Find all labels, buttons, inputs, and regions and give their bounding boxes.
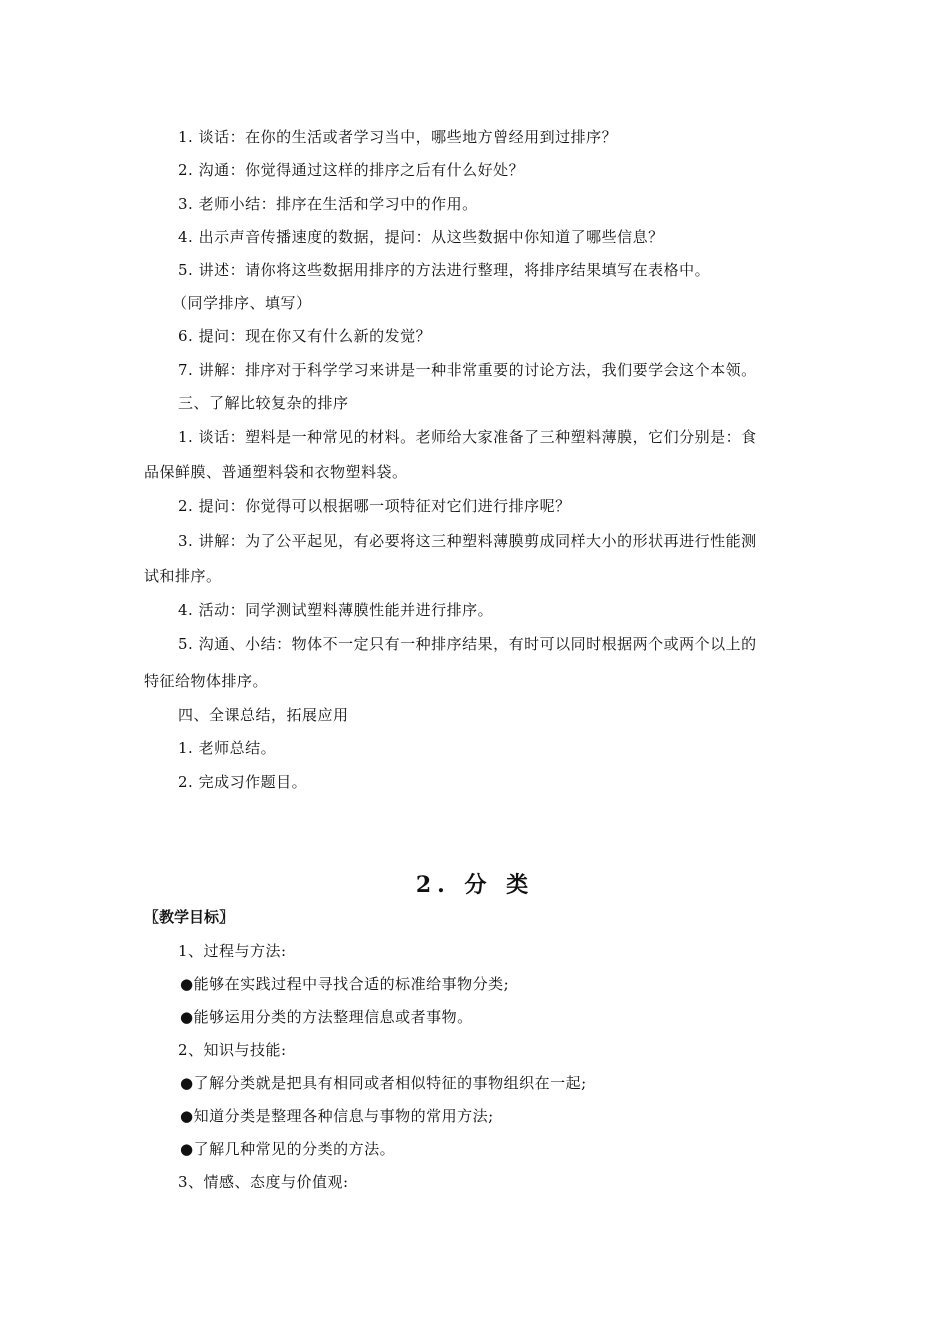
paragraph-line: 1. 老师总结。 [178, 739, 277, 757]
paragraph-line: 试和排序。 [144, 567, 222, 585]
paragraph-line: 3. 老师小结：排序在生活和学习中的作用。 [178, 195, 478, 213]
paragraph-line: 4. 出示声音传播速度的数据，提问：从这些数据中你知道了哪些信息？ [178, 228, 664, 246]
section-label: 〖教学目标〗 [144, 908, 235, 926]
paragraph-line: 特征给物体排序。 [144, 672, 269, 690]
objective-bullet: ●了解分类就是把具有相同或者相似特征的事物组织在一起; [180, 1074, 587, 1092]
paragraph-line: 7. 讲解：排序对于科学学习来讲是一种非常重要的讨论方法，我们要学会这个本领。 [178, 361, 757, 379]
objective-bullet: ●能够在实践过程中寻找合适的标准给事物分类; [180, 975, 510, 993]
subsection-heading: 三、了解比较复杂的排序 [178, 394, 349, 412]
paragraph-line: 1. 谈话：在你的生活或者学习当中，哪些地方曾经用到过排序？ [178, 128, 618, 146]
paragraph-line: 3. 讲解：为了公平起见，有必要将这三种塑料薄膜剪成同样大小的形状再进行性能测 [178, 532, 757, 550]
paragraph-line: 1. 谈话：塑料是一种常见的材料。老师给大家准备了三种塑料薄膜，它们分别是：食 [178, 428, 757, 446]
paragraph-line: 品保鲜膜、普通塑料袋和衣物塑料袋。 [144, 463, 408, 481]
paragraph-line: （同学排序、填写） [172, 294, 312, 312]
paragraph-line: 2. 提问：你觉得可以根据哪一项特征对它们进行排序呢？ [178, 497, 571, 515]
lesson-title: 2. 分 类 [415, 872, 535, 898]
paragraph-line: 4. 活动：同学测试塑料薄膜性能并进行排序。 [178, 601, 494, 619]
objective-line: 3、情感、态度与价值观: [178, 1173, 349, 1191]
paragraph-line: 2. 沟通：你觉得通过这样的排序之后有什么好处？ [178, 161, 525, 179]
objective-bullet: ●了解几种常见的分类的方法。 [180, 1140, 396, 1158]
paragraph-line: 5. 沟通、小结：物体不一定只有一种排序结果，有时可以同时根据两个或两个以上的 [178, 635, 757, 653]
paragraph-line: 6. 提问：现在你又有什么新的发觉？ [178, 327, 432, 345]
paragraph-line: 2. 完成习作题目。 [178, 773, 308, 791]
objective-line: 2、知识与技能: [178, 1041, 287, 1059]
subsection-heading: 四、全课总结，拓展应用 [178, 706, 349, 724]
objective-bullet: ●能够运用分类的方法整理信息或者事物。 [180, 1008, 473, 1026]
paragraph-line: 5. 讲述：请你将这些数据用排序的方法进行整理，将排序结果填写在表格中。 [178, 261, 711, 279]
objective-bullet: ●知道分类是整理各种信息与事物的常用方法; [180, 1107, 494, 1125]
objective-line: 1、过程与方法: [178, 942, 287, 960]
